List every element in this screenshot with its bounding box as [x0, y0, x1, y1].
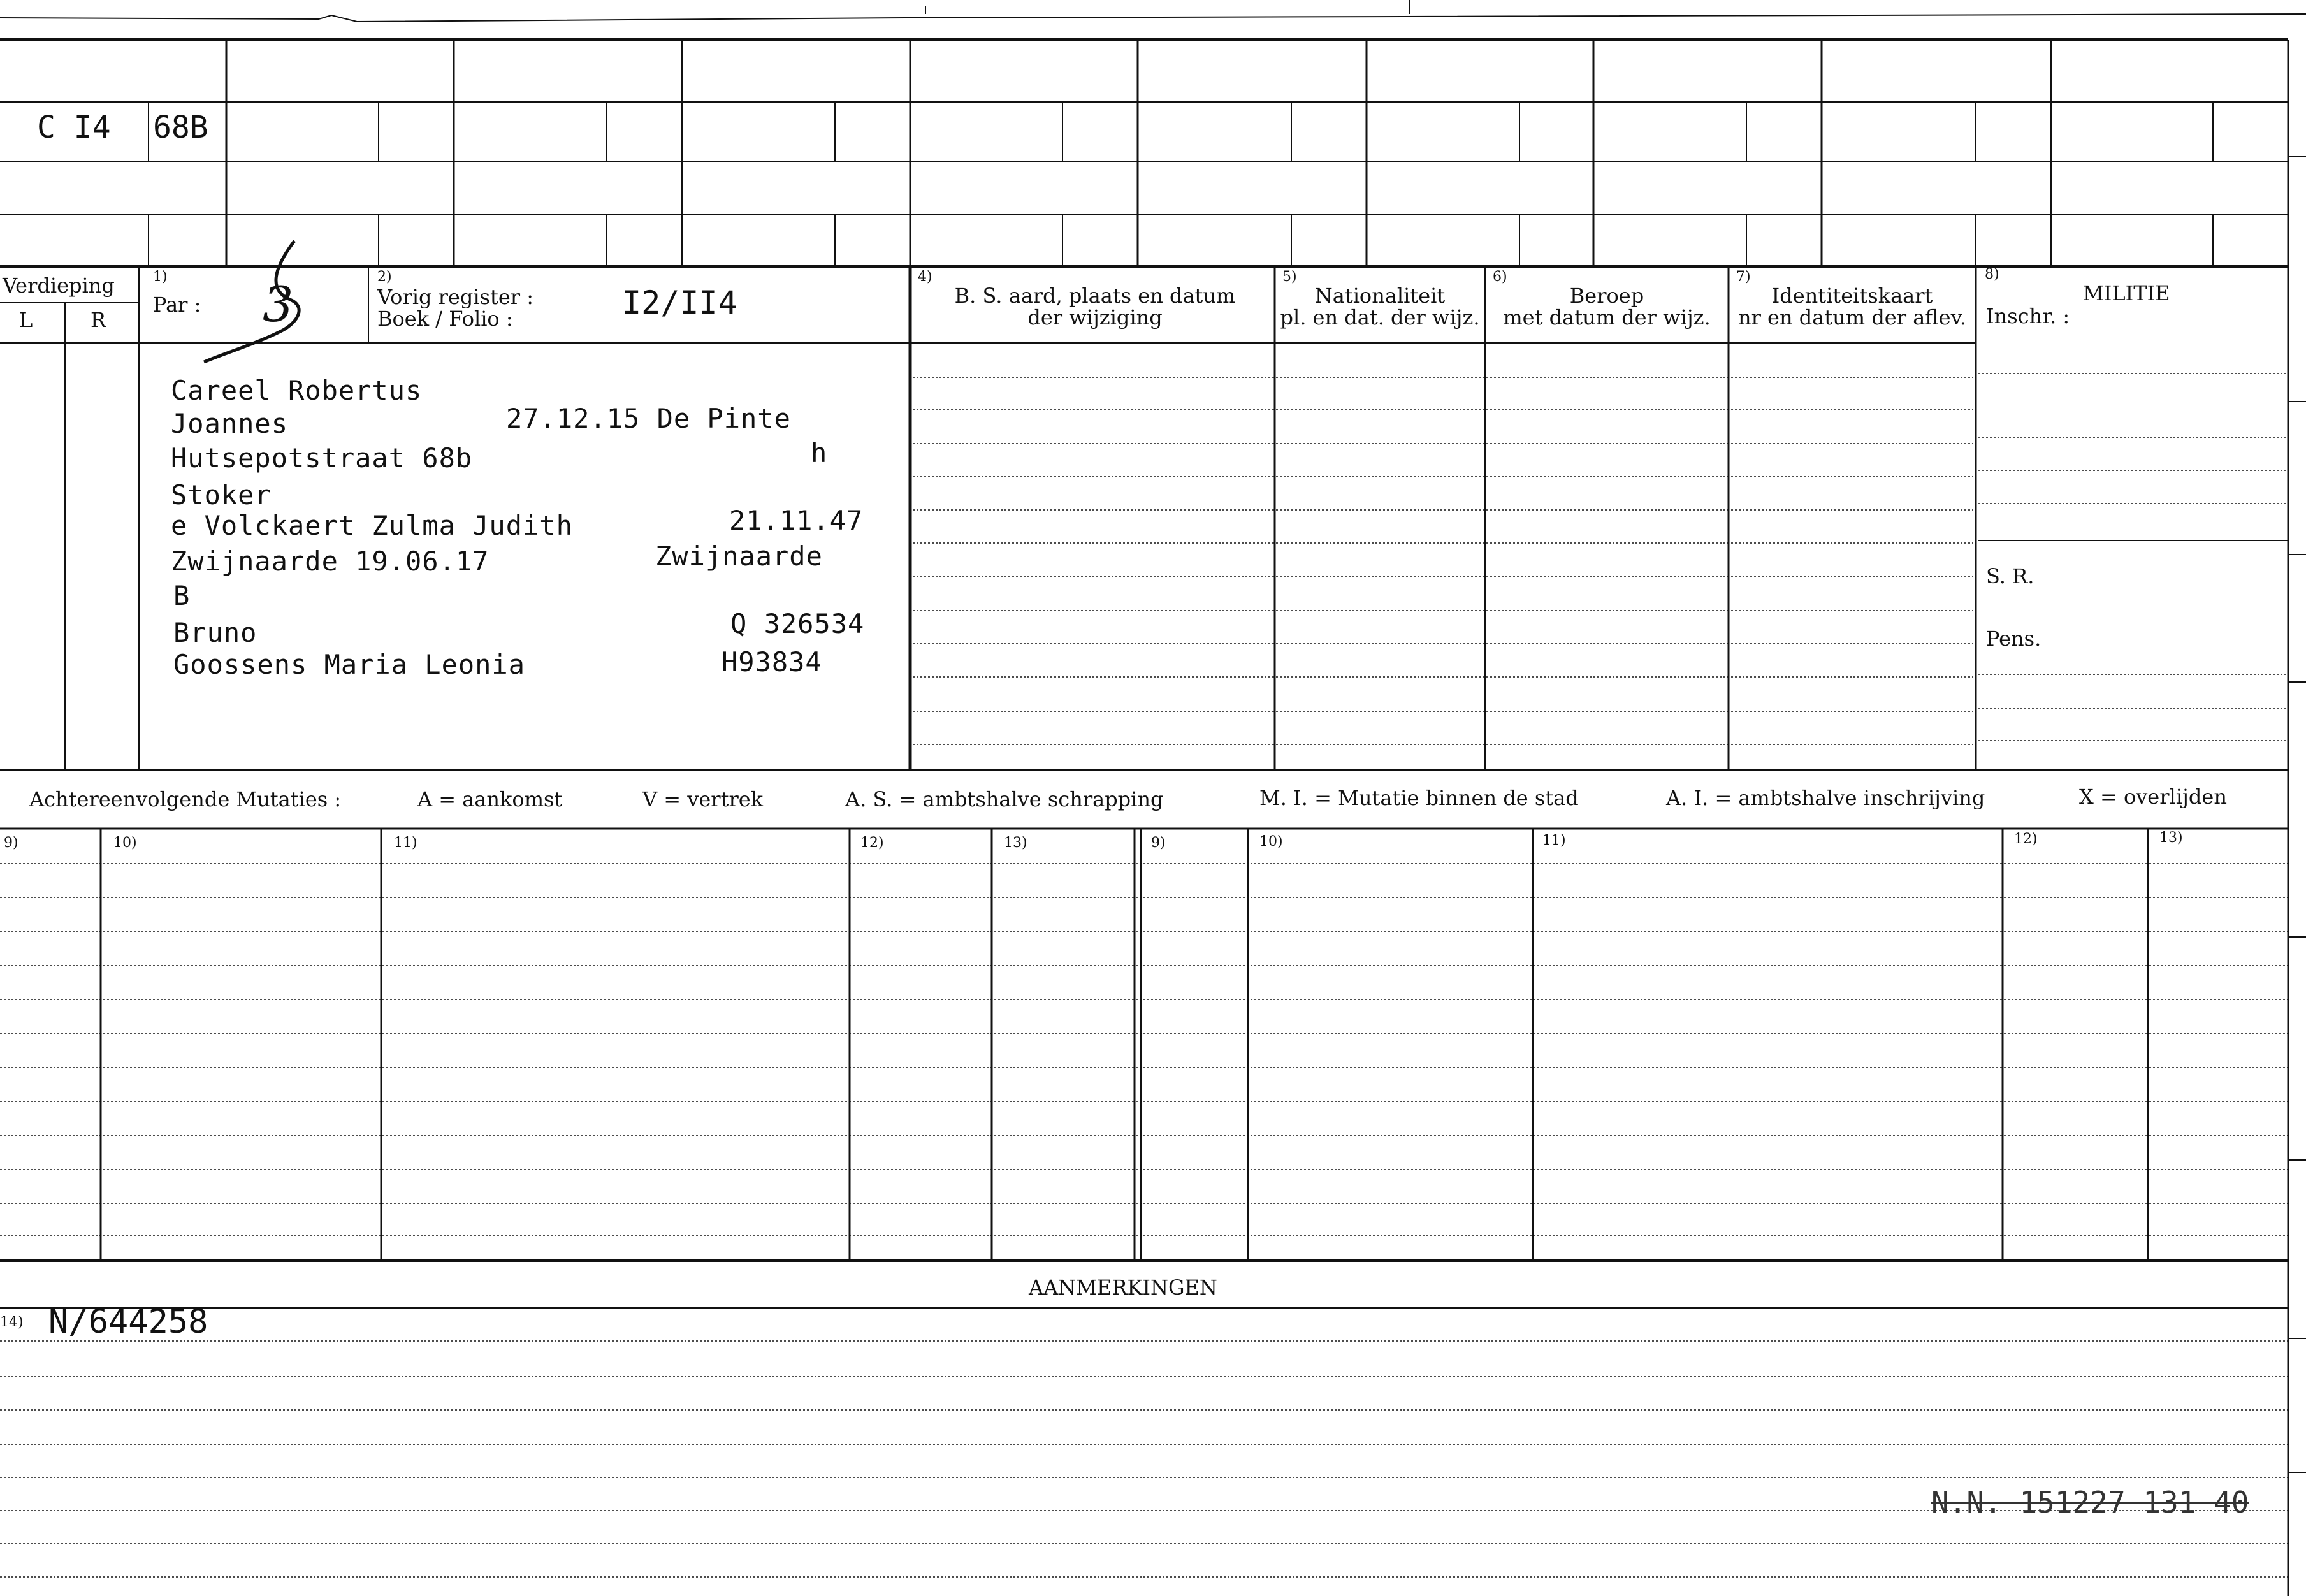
- verdieping-left: L: [19, 308, 33, 332]
- entry-h: h: [811, 437, 828, 468]
- mutation-col-num: 11): [394, 835, 417, 851]
- entry-spouse-birth: Zwijnaarde 19.06.17: [171, 546, 489, 577]
- nat-header-line1: Nationaliteit: [1314, 284, 1446, 308]
- remarks-num: 14): [0, 1314, 24, 1330]
- mutation-col-num: 10): [1259, 834, 1283, 850]
- legend-mi: M. I. = Mutatie binnen de stad: [1259, 786, 1579, 810]
- legend-as: A. S. = ambtshalve schrapping: [845, 787, 1164, 811]
- entry-q-number: Q 326534: [730, 608, 865, 639]
- legend-ai: A. I. = ambtshalve inschrijving: [1666, 786, 1985, 810]
- militie-pens: Pens.: [1986, 627, 2041, 651]
- ident-header-line2: nr en datum der aflev.: [1737, 305, 1967, 330]
- verdieping-label: Verdieping: [3, 273, 115, 298]
- legend-a: A = aankomst: [417, 787, 563, 811]
- beroep-header-line1: Beroep: [1569, 284, 1644, 308]
- entry-marriage-date: 21.11.47: [729, 505, 864, 536]
- entry-birth: 27.12.15 De Pinte: [506, 403, 791, 434]
- entry-line-name: Careel Robertus: [171, 375, 423, 406]
- entry-occupation: Stoker: [171, 479, 272, 511]
- card-code: C I4: [37, 110, 111, 145]
- mutation-col-num: 12): [2014, 831, 2038, 847]
- mutation-col-num: 9): [1151, 835, 1166, 851]
- entry-address: Hutsepotstraat 68b: [171, 442, 473, 474]
- par-num: 1): [153, 269, 168, 285]
- entry-child: Bruno: [173, 617, 257, 648]
- entry-spouse: e Volckaert Zulma Judith: [171, 510, 573, 541]
- ident-num: 7): [1736, 269, 1751, 285]
- vorig-value: I2/II4: [622, 284, 737, 321]
- vorig-num: 2): [377, 269, 392, 285]
- bs-header-line2: der wijziging: [1027, 305, 1163, 330]
- remarks-value: N/644258: [48, 1303, 208, 1341]
- bs-num: 4): [918, 269, 932, 285]
- mutation-col-num: 11): [1542, 832, 1566, 848]
- mutation-col-num: 9): [4, 835, 18, 851]
- mutation-col-num: 12): [860, 835, 884, 851]
- entry-parent: Goossens Maria Leonia: [173, 649, 526, 680]
- ident-header-line1: Identiteitskaart: [1771, 284, 1933, 308]
- beroep-header-line2: met datum der wijz.: [1503, 305, 1711, 330]
- mutation-col-num: 13): [1004, 835, 1027, 851]
- bs-header-line1: B. S. aard, plaats en datum: [954, 284, 1236, 308]
- remarks-title: AANMERKINGEN: [1029, 1275, 1217, 1300]
- legend-v: V = vertrek: [642, 787, 764, 811]
- legend-title: Achtereenvolgende Mutaties :: [29, 787, 342, 811]
- card-number: 68B: [153, 110, 208, 145]
- entry-marriage-place: Zwijnaarde: [655, 540, 823, 572]
- par-value: 3: [263, 276, 294, 333]
- entry-h-number: H93834: [722, 646, 822, 678]
- boek-folio-label: Boek / Folio :: [377, 307, 513, 331]
- legend-x: X = overlijden: [2079, 785, 2227, 809]
- militie-num: 8): [1985, 266, 1999, 282]
- entry-b: B: [173, 580, 191, 611]
- militie-inschr: Inschr. :: [1986, 304, 2070, 328]
- nat-num: 5): [1282, 269, 1297, 285]
- footer-reference: N.N. 151227 131 40: [1931, 1485, 2249, 1520]
- mutation-col-num: 13): [2159, 830, 2183, 846]
- vorig-label: Vorig register :: [377, 285, 534, 309]
- beroep-num: 6): [1493, 269, 1507, 285]
- par-label: Par :: [153, 293, 201, 317]
- entry-line-name2: Joannes: [171, 408, 289, 439]
- militie-sr: S. R.: [1986, 564, 2034, 588]
- verdieping-right: R: [91, 308, 106, 332]
- nat-header-line2: pl. en dat. der wijz.: [1280, 305, 1480, 330]
- militie-title: MILITIE: [2083, 281, 2170, 305]
- mutation-col-num: 10): [113, 835, 137, 851]
